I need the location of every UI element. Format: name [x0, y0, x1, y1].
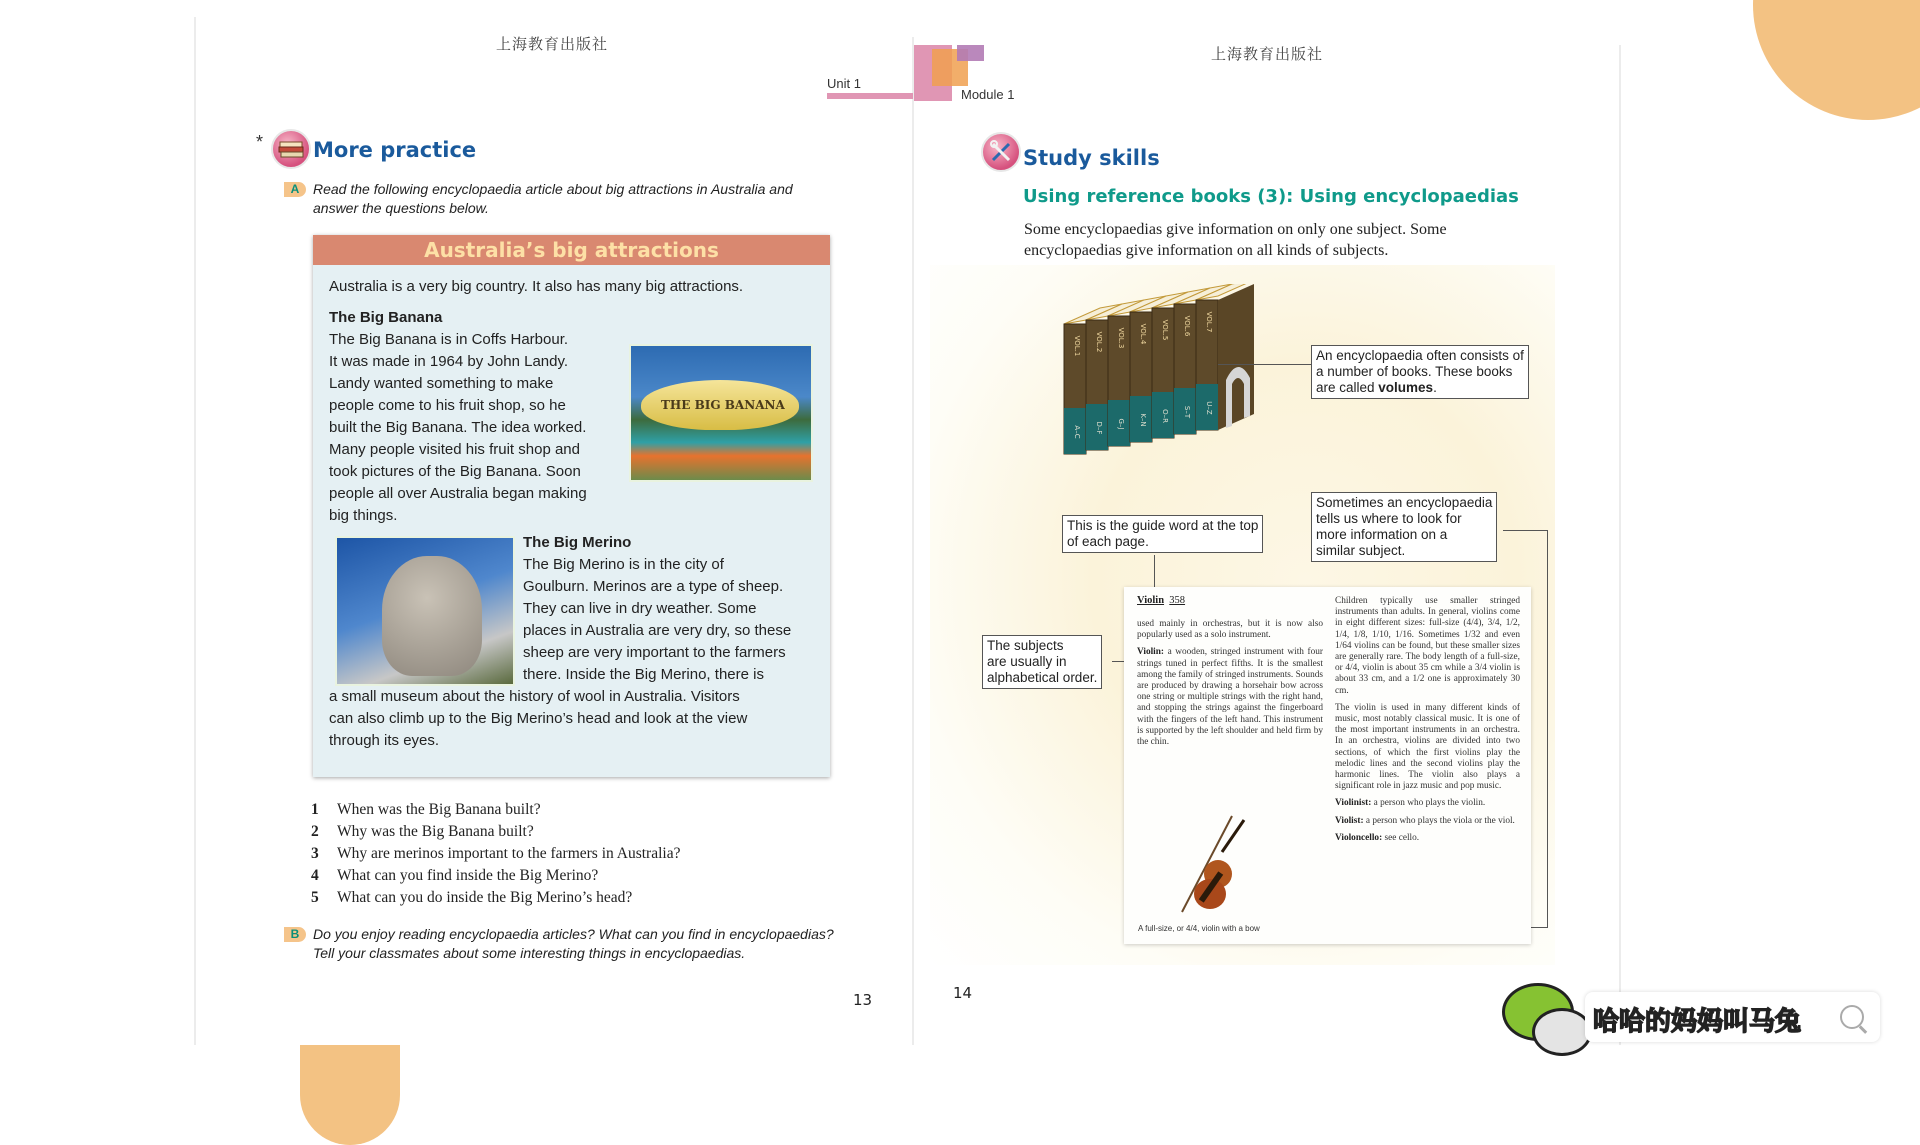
entry-violin: [1137, 647, 1323, 748]
question-item: [311, 799, 680, 821]
volume-label: VOL.3: [1117, 327, 1125, 349]
banana-sign: THE BIG BANANA: [661, 398, 785, 412]
task-a-instruction: [313, 180, 793, 218]
entry-term: Violinist:: [1335, 798, 1372, 809]
big-merino-line: They can live in dry weather. Some: [523, 600, 757, 617]
entry-definition: a wooden, stringed instrument with four strings tuned in perfect fifths. It is the smallest among the family of stringed instruments. Sounds are produced by drawing a horsehair bow across one string or multiple strings with the right hand, and stopping the strings against the fingerboard with the fingers of the left hand. This instrument is supported by the left shoulder and held firm by the chin.: [1137, 647, 1323, 748]
volume-label: VOL.2: [1095, 331, 1103, 353]
connector-guide-word: [1154, 555, 1155, 587]
article-intro: Australia is a very big country. It also has many big attractions.: [329, 278, 744, 295]
volume-label: VOL.7: [1205, 311, 1213, 333]
big-merino-section-right: [523, 532, 791, 686]
entry-violinist: [1335, 798, 1520, 809]
question-text: When was the Big Banana built?: [337, 801, 541, 818]
left-page-edge: [194, 17, 196, 1045]
big-merino-line: through its eyes.: [329, 732, 440, 749]
question-number: 3: [311, 845, 319, 862]
article-title: Australia’s big attractions: [313, 235, 830, 265]
publisher-header-right: 上海教育出版社: [1211, 45, 1324, 63]
callout-text: are called: [1316, 380, 1379, 395]
big-merino-line: a small museum about the history of wool in Australia. Visitors: [329, 688, 740, 705]
callout-guide-word: [1062, 515, 1263, 553]
task-b-instruction: [313, 925, 834, 963]
big-banana-line: built the Big Banana. The idea worked.: [329, 419, 587, 436]
big-banana-photo: [629, 344, 813, 482]
chat-bubble-grey-icon: [1532, 1008, 1592, 1056]
question-text: Why was the Big Banana built?: [337, 823, 534, 840]
big-merino-heading: The Big Merino: [523, 534, 632, 551]
question-text: What can you do inside the Big Merino’s head?: [337, 889, 633, 906]
task-a-line-1: Read the following encyclopaedia article about big attractions in Australia and: [313, 181, 793, 197]
task-b-line-2: Tell your classmates about some interesting things in encyclopaedias.: [313, 945, 746, 961]
question-number: 1: [311, 801, 319, 818]
search-icon[interactable]: [1840, 1005, 1864, 1029]
encyclopaedia-volumes-illustration: [1060, 284, 1290, 484]
big-banana-line: The Big Banana is in Coffs Harbour.: [329, 331, 569, 348]
volume-label: VOL.5: [1161, 319, 1169, 341]
merino-sculpture: [382, 556, 482, 676]
entry-term: Violoncello:: [1335, 832, 1383, 843]
big-banana-heading: The Big Banana: [329, 309, 443, 326]
books-stack-icon: [271, 129, 311, 169]
big-banana-line: Many people visited his fruit shop and: [329, 441, 580, 458]
volume-label: VOL.4: [1139, 323, 1147, 345]
optional-marker: *: [256, 132, 264, 152]
task-a-badge: A: [284, 182, 306, 197]
volume-label: VOL.1: [1073, 335, 1081, 357]
decorative-circle-top-right: [1753, 0, 1920, 120]
intro-line-1: Some encyclopaedias give information on only one subject. Some: [1024, 221, 1447, 238]
callout-volumes-line: [1316, 380, 1524, 396]
question-item: [311, 865, 680, 887]
big-banana-line: Landy wanted something to make: [329, 375, 554, 392]
connector-crossref-top: [1503, 530, 1548, 531]
big-merino-line: Goulburn. Merinos are a type of sheep.: [523, 578, 784, 595]
callout-crossref-line: more information on a: [1316, 527, 1448, 542]
guide-page-number: 358: [1169, 595, 1186, 606]
callout-term: volumes: [1378, 380, 1434, 395]
big-banana-section: [329, 307, 587, 527]
question-number: 5: [311, 889, 319, 906]
volume-range: K–N: [1139, 413, 1147, 427]
entry-definition: a person who plays the violin.: [1373, 798, 1486, 809]
big-merino-line: sheep are very important to the farmers: [523, 644, 786, 661]
big-merino-photo: [335, 536, 515, 686]
callout-text: .: [1433, 380, 1437, 395]
module-label: Module 1: [961, 87, 1015, 102]
connector-crossref-right: [1547, 530, 1548, 928]
study-skills-intro: [1024, 219, 1447, 261]
study-skills-subtitle: Using reference books (3): Using encyclopaedias: [1023, 186, 1519, 207]
big-merino-line: places in Australia are very dry, so these: [523, 622, 792, 639]
question-text: Why are merinos important to the farmers in Australia?: [337, 845, 681, 862]
question-list: [311, 799, 680, 909]
question-number: 4: [311, 867, 319, 884]
volume-range: A–C: [1073, 425, 1081, 439]
big-merino-line: can also climb up to the Big Merino’s head and look at the view: [329, 710, 748, 727]
module-tab-purple: [957, 45, 984, 61]
violin-caption: A full-size, or 4/4, violin with a bow: [1138, 924, 1260, 933]
entry-violist: [1335, 816, 1520, 827]
callout-guide-line: This is the guide word at the top: [1067, 518, 1259, 533]
entry-term: Violin:: [1137, 647, 1165, 658]
callout-alpha-line: alphabetical order.: [987, 670, 1098, 685]
callout-alpha-line: are usually in: [987, 654, 1067, 669]
question-item: [311, 887, 680, 909]
unit-bar: [827, 93, 913, 99]
section-title-study-skills: Study skills: [1023, 146, 1160, 170]
volume-range: G–J: [1117, 418, 1125, 430]
big-merino-line: there. Inside the Big Merino, there is: [523, 666, 764, 683]
question-item: [311, 843, 680, 865]
entry-paragraph: Children typically use smaller stringed instruments than adults. In general, violins come in eight different sizes: full-size (4/4), 3/4, 1/2, 1/4, 1/8, 1/10, 1/16. Sometimes 1/32 and even 1/64 violins can be found, but these smaller sizes are generally rare. The body length of a full-size, or 4/4, violin is about 35 cm while a 3/4 violin is about 33 cm, and a 1/2 one is approximately 30 cm.: [1335, 596, 1520, 696]
task-b-line-1: Do you enjoy reading encyclopaedia articles? What can you find in encyclopaedias?: [313, 926, 834, 942]
right-page-edge: [1619, 45, 1621, 1045]
callout-cross-reference: [1311, 492, 1497, 562]
big-merino-line: The Big Merino is in the city of: [523, 556, 724, 573]
big-banana-line: took pictures of the Big Banana. Soon: [329, 463, 581, 480]
entry-paragraph: The violin is used in many different kinds of music, most notably classical music. It is one of the most important instruments in an orchestra. In an orchestra, violins are divided into two sections, of which the first violins play the melodic lines and the second violins play the harmonic lines. The violin also plays a significant role in jazz music and pop music.: [1335, 702, 1520, 792]
callout-crossref-line: Sometimes an encyclopaedia: [1316, 495, 1493, 510]
guide-word: [1137, 595, 1185, 606]
volume-label: VOL.6: [1183, 315, 1191, 337]
callout-volumes-line: a number of books. These books: [1316, 364, 1513, 379]
connector-volumes: [1218, 364, 1311, 365]
encyclopaedia-column-1: [1137, 619, 1323, 754]
volume-range: D–F: [1095, 421, 1103, 435]
big-merino-section-bottom: [329, 686, 747, 752]
publisher-header-left: 上海教育出版社: [496, 35, 609, 53]
unit-label: Unit 1: [827, 76, 861, 91]
big-banana-line: It was made in 1964 by John Landy.: [329, 353, 569, 370]
callout-crossref-line: similar subject.: [1316, 543, 1406, 558]
entry-definition: see cello.: [1384, 832, 1420, 843]
callout-volumes-line: An encyclopaedia often consists of: [1316, 348, 1524, 363]
question-number: 2: [311, 823, 319, 840]
big-banana-line: big things.: [329, 507, 398, 524]
intro-line-2: encyclopaedias give information on all kinds of subjects.: [1024, 242, 1389, 259]
entry-violoncello: [1335, 833, 1520, 844]
callout-alphabetical: [982, 635, 1102, 689]
entry-definition: a person who plays the viola or the viol.: [1365, 815, 1515, 826]
section-title-more-practice: More practice: [313, 138, 477, 162]
entry-continuation: used mainly in orchestras, but it is now also popularly used as a solo instrument.: [1137, 619, 1323, 641]
callout-alpha-line: The subjects: [987, 638, 1064, 653]
encyclopaedia-column-2: [1335, 596, 1520, 850]
big-banana-line: people come to his fruit shop, so he: [329, 397, 566, 414]
callout-guide-line: of each page.: [1067, 534, 1149, 549]
page-number-right: 14: [953, 984, 973, 1002]
page-number-left: 13: [853, 991, 873, 1009]
connector-alphabetical: [1112, 661, 1124, 662]
callout-volumes: [1311, 345, 1529, 399]
entry-term: Violist:: [1335, 815, 1364, 826]
big-banana-line: people all over Australia began making: [329, 485, 587, 502]
volume-range: O–R: [1161, 409, 1169, 423]
volume-range: U–Z: [1205, 401, 1213, 415]
task-b-badge: B: [284, 927, 306, 942]
violin-illustration: [1170, 812, 1260, 916]
decorative-circle-bottom-left: [300, 1045, 400, 1145]
volume-range: S–T: [1183, 405, 1191, 419]
watermark-text: 哈哈的妈妈叫马兔: [1593, 1007, 1802, 1037]
callout-crossref-line: tells us where to look for: [1316, 511, 1462, 526]
page-spine: [912, 37, 914, 1045]
tools-icon: [981, 132, 1021, 172]
question-text: What can you find inside the Big Merino?: [337, 867, 599, 884]
task-a-line-2: answer the questions below.: [313, 200, 489, 216]
guide-word-text: Violin: [1137, 595, 1165, 606]
question-item: [311, 821, 680, 843]
